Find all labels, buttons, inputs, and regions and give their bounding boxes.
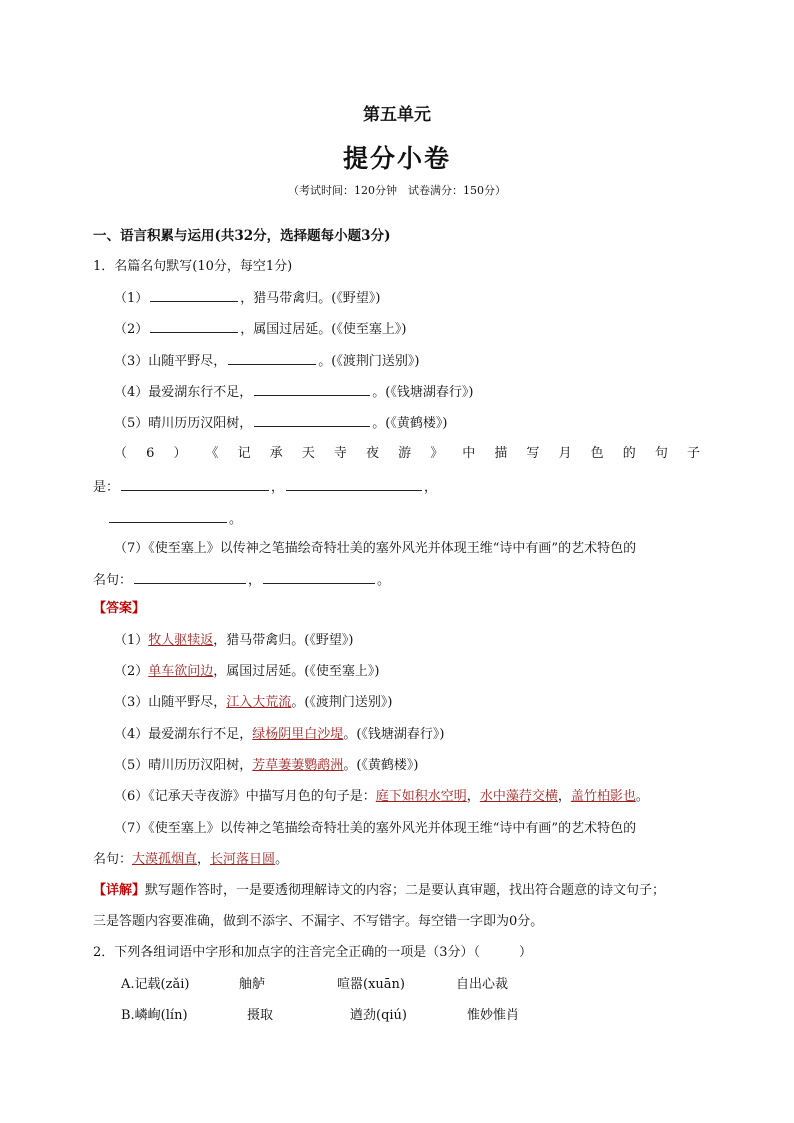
justified-char: 描	[494, 446, 508, 461]
answer-line-2	[114, 663, 379, 681]
item-number: （4）	[114, 727, 149, 742]
item-text-before: 是：	[93, 480, 120, 495]
item-number: （3）	[114, 354, 149, 369]
item-text: 。(《黄鹤楼》)	[343, 758, 419, 773]
answer-blank[interactable]	[109, 510, 227, 523]
detail-line-2: 三是答题内容要准确，做到不添字、不漏字、不写错字。每空错一字即为0分。	[93, 914, 544, 929]
item-text: 。(《钱塘湖春行》)	[343, 727, 445, 742]
item-text: ，猎马带禽归。(《野望》)	[240, 291, 381, 306]
justified-char: 月	[558, 446, 572, 461]
question-1-stem: 1．名篇名句默写(10分，每空1分)	[93, 259, 293, 274]
item-number: （1）	[114, 291, 149, 306]
item-text-before: 名句：	[93, 852, 133, 867]
justified-char: ）	[173, 446, 187, 461]
answer-tag: 【答案】	[93, 601, 146, 616]
answer-blank[interactable]	[150, 320, 238, 333]
justified-char: 游	[398, 446, 412, 461]
comma: ，	[424, 480, 438, 495]
item-text-before: 最爱湖东行不足，	[148, 727, 253, 742]
comma: ，	[248, 573, 262, 588]
option-a-word-4: 自出心裁	[456, 977, 509, 992]
answer-line-1	[114, 632, 353, 650]
justified-char: 承	[269, 446, 283, 461]
item-number: （4）	[114, 385, 149, 400]
q1-item-1	[114, 289, 380, 308]
answer-text: 水中藻荇交横	[479, 789, 558, 804]
justified-char: 句	[654, 446, 668, 461]
answer-blank[interactable]	[286, 478, 422, 491]
q1-item-7-line2	[93, 571, 390, 590]
q1-item-6-line3	[107, 510, 242, 529]
item-number: （5）	[114, 416, 149, 431]
item-text: 。(《渡荆门送别》)	[291, 695, 393, 710]
justified-char: 6	[146, 446, 155, 461]
option-a-word-3: 喧嚣(xuān)	[337, 977, 405, 992]
item-text-before: 名句：	[93, 573, 133, 588]
answer-blank[interactable]	[134, 571, 246, 584]
item-number: （5）	[114, 758, 149, 773]
detail-line-1	[93, 882, 665, 900]
justified-char: 》	[430, 446, 444, 461]
option-b-word-1: B.嶙峋(lín)	[121, 1008, 188, 1023]
answer-blank[interactable]	[254, 383, 370, 396]
option-a-word-1: A.记载(zǎi)	[121, 977, 190, 992]
item-text-before: 晴川历历汉阳树，	[148, 758, 253, 773]
detail-text: 默写题作答时，一是要透彻理解诗文的内容；二是要认真审题，找出符合题意的诗文句子；	[145, 883, 666, 898]
item-text: 。(《黄鹤楼》)	[372, 416, 448, 431]
answer-line-5	[114, 757, 418, 775]
answer-blank[interactable]	[228, 352, 316, 365]
item-text: ，猎马带禽归。(《野望》)	[213, 633, 354, 648]
justified-char: 寺	[333, 446, 347, 461]
answer-text: 庭下如积水空明	[375, 789, 467, 804]
unit-heading: 第五单元	[363, 105, 431, 125]
item-text-before: 最爱湖东行不足，	[148, 385, 253, 400]
answer-line-7a: （7）《使至塞上》以传神之笔描绘奇特壮美的塞外风光并体现王维“诗中有画”的艺术特色的	[114, 821, 637, 836]
period: 。	[635, 789, 649, 804]
page-title: 提分小卷	[342, 144, 451, 173]
item-text: 。(《渡荆门送别》)	[318, 354, 420, 369]
q1-item-6-line1	[114, 445, 700, 463]
answer-text: 盖竹柏影也	[570, 789, 636, 804]
q1-item-7-line1: （7）《使至塞上》以传神之笔描绘奇特壮美的塞外风光并体现王维“诗中有画”的艺术特色的	[114, 541, 637, 556]
justified-char: 天	[301, 446, 315, 461]
question-2-stem: 2．下列各组词语中字形和加点字的注音完全正确的一项是（3分）（ ）	[93, 945, 533, 960]
item-number: （3）	[114, 695, 149, 710]
exam-info: （考试时间：120分钟 试卷满分：150分）	[288, 184, 506, 197]
answer-blank[interactable]	[254, 414, 370, 427]
comma: ，	[271, 480, 285, 495]
q1-item-3	[114, 352, 419, 371]
justified-char: 《	[205, 446, 219, 461]
answer-blank[interactable]	[121, 478, 269, 491]
q1-item-5	[114, 414, 447, 433]
q1-item-2	[114, 320, 406, 339]
answer-text: 江入大荒流	[226, 695, 292, 710]
item-text: ，属国过居延。(《使至塞上》)	[213, 664, 380, 679]
answer-blank[interactable]	[263, 571, 375, 584]
answer-text: 单车欲问边	[148, 664, 214, 679]
q1-item-6-line2	[93, 478, 437, 497]
item-number: （2）	[114, 322, 149, 337]
option-b-word-4: 惟妙惟肖	[467, 1008, 520, 1023]
item-text-before: 山随平野尽，	[148, 354, 227, 369]
detail-tag: 【详解】	[93, 883, 146, 898]
option-b-word-3: 遒劲(qiú)	[350, 1008, 407, 1023]
item-text-before: 山随平野尽，	[148, 695, 227, 710]
answer-text: 大漠孤烟直	[132, 852, 198, 867]
answer-line-7b	[93, 851, 288, 869]
item-text: 。(《钱塘湖春行》)	[372, 385, 474, 400]
section-heading: 一、语言积累与运用(共32分，选择题每小题3分)	[93, 228, 391, 244]
justified-char: 夜	[366, 446, 380, 461]
item-number: （2）	[114, 664, 149, 679]
answer-line-6	[114, 788, 649, 806]
comma: ，	[466, 789, 480, 804]
item-text: ，属国过居延。(《使至塞上》)	[240, 322, 407, 337]
item-text-before: 晴川历历汉阳树，	[148, 416, 253, 431]
justified-char: （	[114, 446, 128, 461]
justified-char: 中	[462, 446, 476, 461]
item-text-before: （6）《记承天寺夜游》中描写月色的句子是：	[114, 789, 376, 804]
answer-text: 长河落日圆	[210, 852, 276, 867]
answer-line-4	[114, 726, 444, 744]
q1-item-4	[114, 383, 473, 402]
justified-char: 写	[526, 446, 540, 461]
justified-char: 的	[622, 446, 636, 461]
item-number: （1）	[114, 633, 149, 648]
answer-text: 芳草萋萋鹦鹉洲	[252, 758, 344, 773]
answer-blank[interactable]	[150, 289, 238, 302]
justified-char: 色	[590, 446, 604, 461]
justified-char: 子	[686, 446, 700, 461]
period: 。	[229, 512, 243, 527]
option-b-word-2: 摄取	[247, 1008, 274, 1023]
answer-text: 绿杨阴里白沙堤	[252, 727, 344, 742]
period: 。	[377, 573, 391, 588]
period: 。	[275, 852, 289, 867]
comma: ，	[557, 789, 571, 804]
option-a-word-2: 舳舻	[239, 977, 266, 992]
justified-char: 记	[237, 446, 251, 461]
answer-line-3	[114, 694, 392, 712]
comma: ，	[197, 852, 211, 867]
answer-text: 牧人驱犊返	[148, 633, 214, 648]
